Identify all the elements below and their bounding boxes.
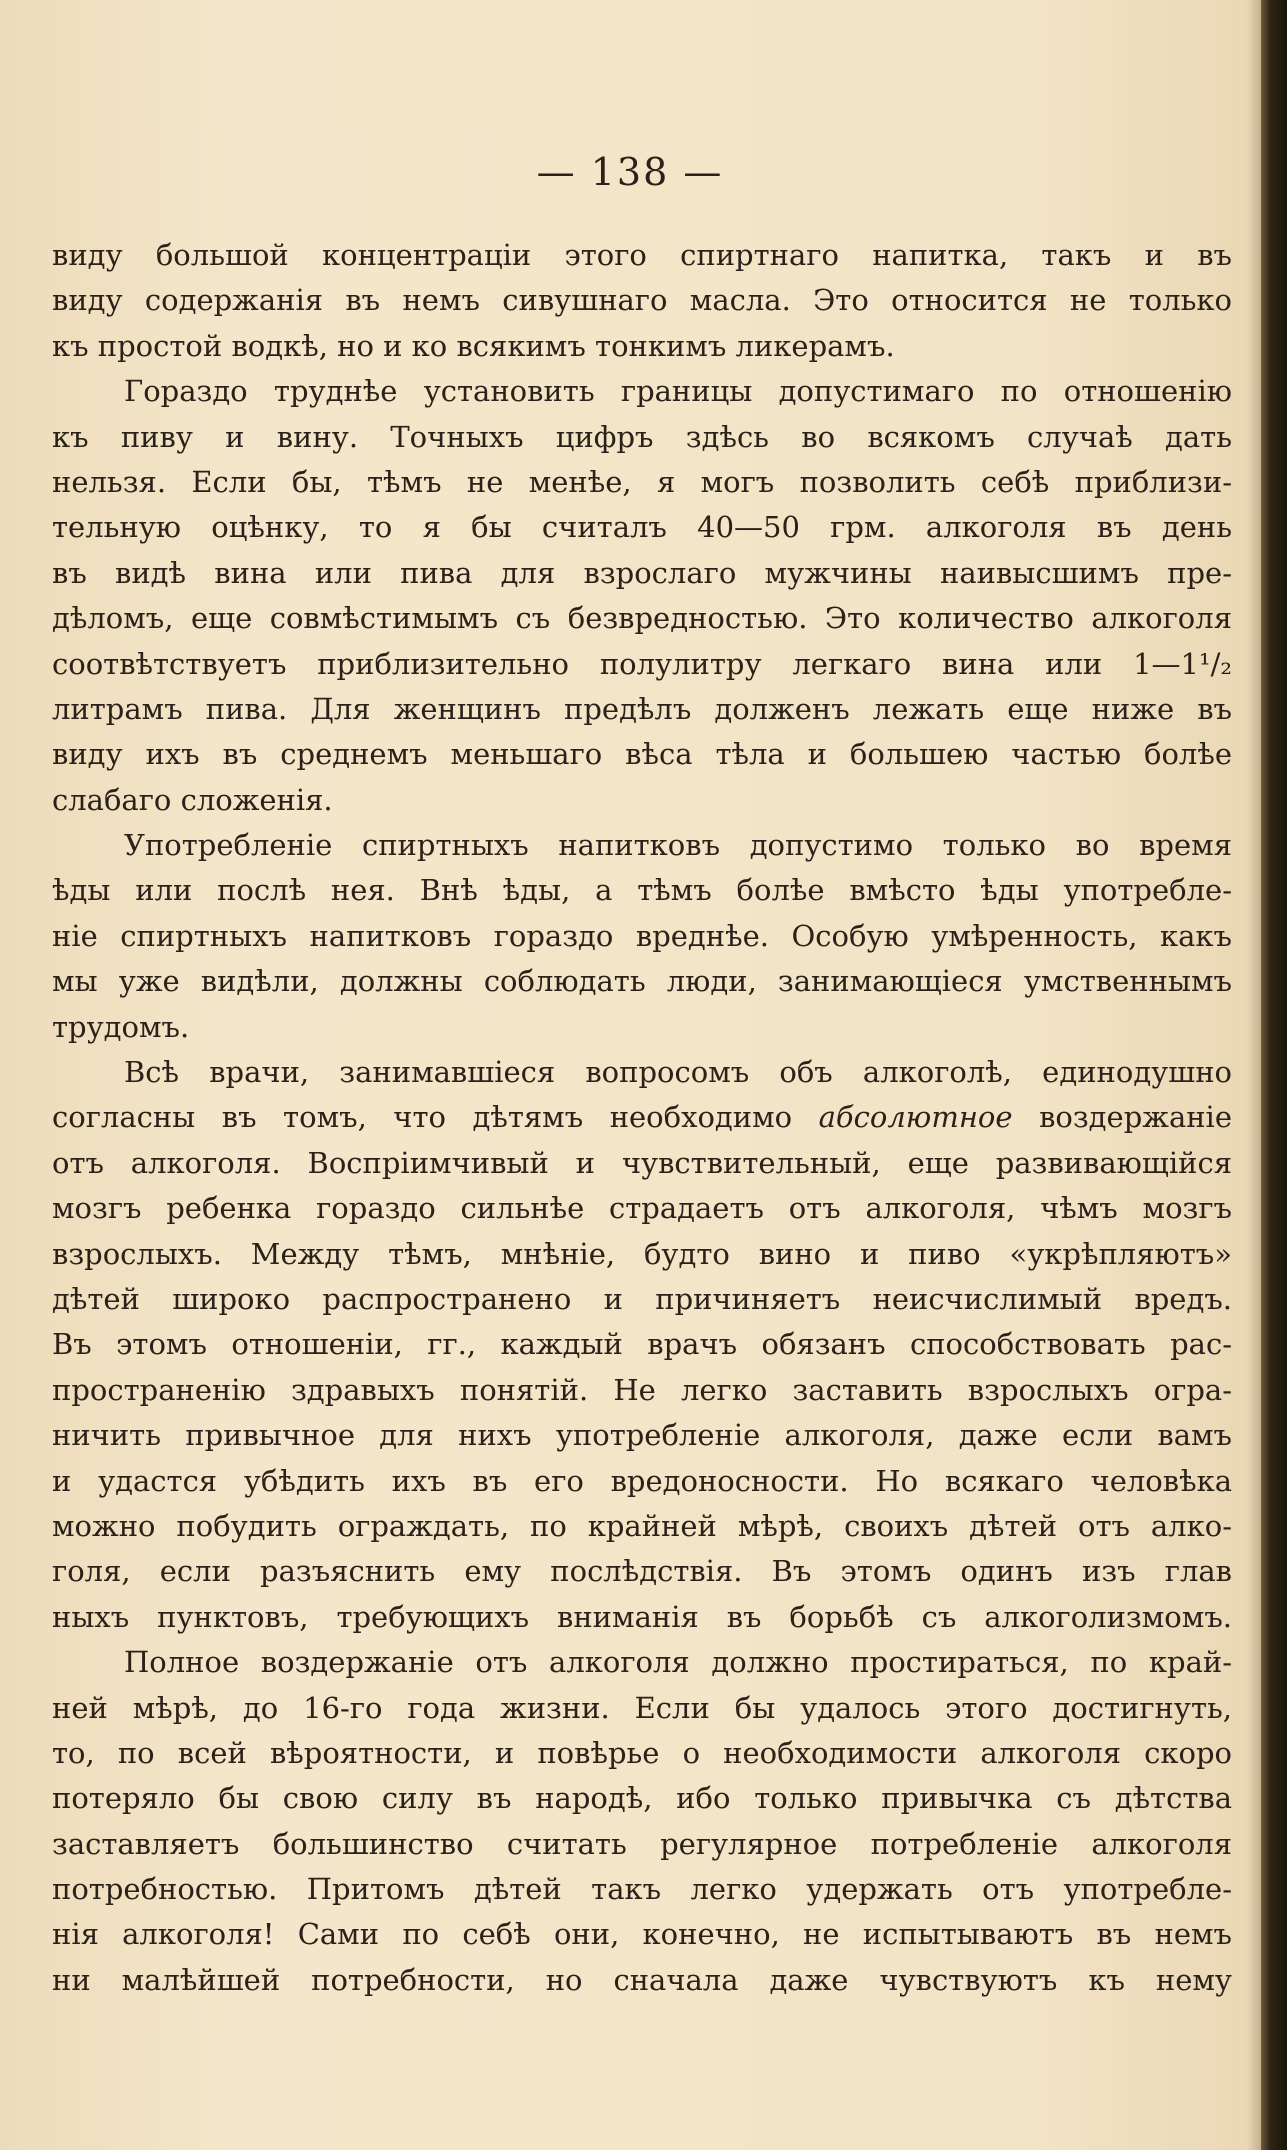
text-line: Въ этомъ отношеніи, гг., каждый врачъ обязанъ способствовать рас- [52, 1327, 1232, 1362]
text-line: соотвѣтствуетъ приблизительно полулитру легкаго вина или 1—1¹/₂ [52, 646, 1232, 681]
text-line: то, по всей вѣроятности, и повѣрье о необходимости алкоголя скоро [52, 1735, 1232, 1770]
text-line: трудомъ. [52, 1009, 190, 1044]
text-line: слабаго сложенія. [52, 782, 333, 817]
text-line: дѣтей широко распространено и причиняетъ неисчислимый вредъ. [52, 1281, 1232, 1316]
text-line: нельзя. Если бы, тѣмъ не менѣе, я могъ позволить себѣ приблизи- [52, 464, 1232, 499]
text-line: тельную оцѣнку, то я бы считалъ 40—50 грм. алкоголя въ день [52, 510, 1232, 545]
text-line: Всѣ врачи, занимавшіеся вопросомъ объ алкоголѣ, единодушно [124, 1055, 1232, 1090]
text-line: потребностью. Притомъ дѣтей такъ легко удержать отъ употребле- [52, 1872, 1232, 1907]
text-line: взрослыхъ. Между тѣмъ, мнѣніе, будто вино и пиво «укрѣпляютъ» [52, 1236, 1232, 1271]
text-line: заставляетъ большинство считать регулярное потребленіе алкоголя [52, 1826, 1232, 1861]
emphasized-word: абсолютное [818, 1100, 1013, 1135]
text-line: ѣды или послѣ нея. Внѣ ѣды, а тѣмъ болѣе вмѣсто ѣды употребле- [52, 873, 1232, 908]
text-line: ныхъ пунктовъ, требующихъ вниманія въ борьбѣ съ алкоголизмомъ. [52, 1599, 1232, 1634]
text-line: можно побудить ограждать, по крайней мѣрѣ, своихъ дѣтей отъ алко- [52, 1508, 1232, 1543]
book-binding-edge [1261, 0, 1287, 2150]
text-line [52, 1095, 1232, 1140]
body-text [52, 233, 1232, 2003]
text-line: и удастся убѣдить ихъ въ его вредоносности. Но всякаго человѣка [52, 1463, 1232, 1498]
text-line: виду большой концентраціи этого спиртнаго напитка, такъ и въ [52, 238, 1232, 272]
text-line: мозгъ ребенка гораздо сильнѣе страдаетъ отъ алкоголя, чѣмъ мозгъ [52, 1191, 1232, 1226]
page-edge-shadow [1247, 0, 1261, 2150]
text-line: ней мѣрѣ, до 16-го года жизни. Если бы удалось этого достигнуть, [52, 1690, 1232, 1725]
text-line: мы уже видѣли, должны соблюдать люди, занимающіеся умственнымъ [52, 964, 1232, 999]
text-line: къ простой водкѣ, но и ко всякимъ тонкимъ ликерамъ. [52, 328, 895, 363]
text-line: ни малѣйшей потребности, но сначала даже чувствуютъ къ нему [52, 1962, 1232, 1997]
text-line: голя, если разъяснить ему послѣдствія. Въ этомъ одинъ изъ глав [52, 1554, 1232, 1589]
text-segment: согласны въ томъ, что дѣтямъ необходимо [52, 1100, 819, 1135]
page-number: — 138 — [536, 150, 724, 194]
text-segment: воздержаніе [1012, 1100, 1232, 1135]
text-line: литрамъ пива. Для женщинъ предѣлъ долженъ лежать еще ниже въ [52, 691, 1232, 726]
text-line: въ видѣ вина или пива для взрослаго мужчины наивысшимъ пре- [52, 555, 1232, 590]
text-line: къ пиву и вину. Точныхъ цифръ здѣсь во всякомъ случаѣ дать [52, 419, 1232, 454]
text-line: пространенію здравыхъ понятій. Не легко заставить взрослыхъ огра- [52, 1372, 1232, 1407]
text-line: нія алкоголя! Сами по себѣ они, конечно, не испытываютъ въ немъ [52, 1917, 1232, 1952]
text-line: потеряло бы свою силу въ народѣ, ибо только привычка съ дѣтства [52, 1781, 1232, 1816]
text-line: виду ихъ въ среднемъ меньшаго вѣса тѣла и большею частью болѣе [52, 737, 1232, 772]
text-line: дѣломъ, еще совмѣстимымъ съ безвредностью. Это количество алкоголя [52, 601, 1232, 636]
text-line: отъ алкоголя. Воспріимчивый и чувствительный, еще развивающійся [52, 1145, 1232, 1180]
text-line: Полное воздержаніе отъ алкоголя должно простираться, по край- [124, 1645, 1232, 1680]
text-line: ничить привычное для нихъ употребленіе алкоголя, даже если вамъ [52, 1418, 1232, 1453]
text-line: виду содержанія въ немъ сивушнаго масла. Это относится не только [52, 283, 1232, 318]
text-line: Употребленіе спиртныхъ напитковъ допустимо только во время [124, 828, 1232, 863]
text-line: Гораздо труднѣе установить границы допустимаго по отношенію [124, 374, 1232, 409]
text-line: ніе спиртныхъ напитковъ гораздо вреднѣе. Особую умѣренность, какъ [52, 918, 1232, 953]
